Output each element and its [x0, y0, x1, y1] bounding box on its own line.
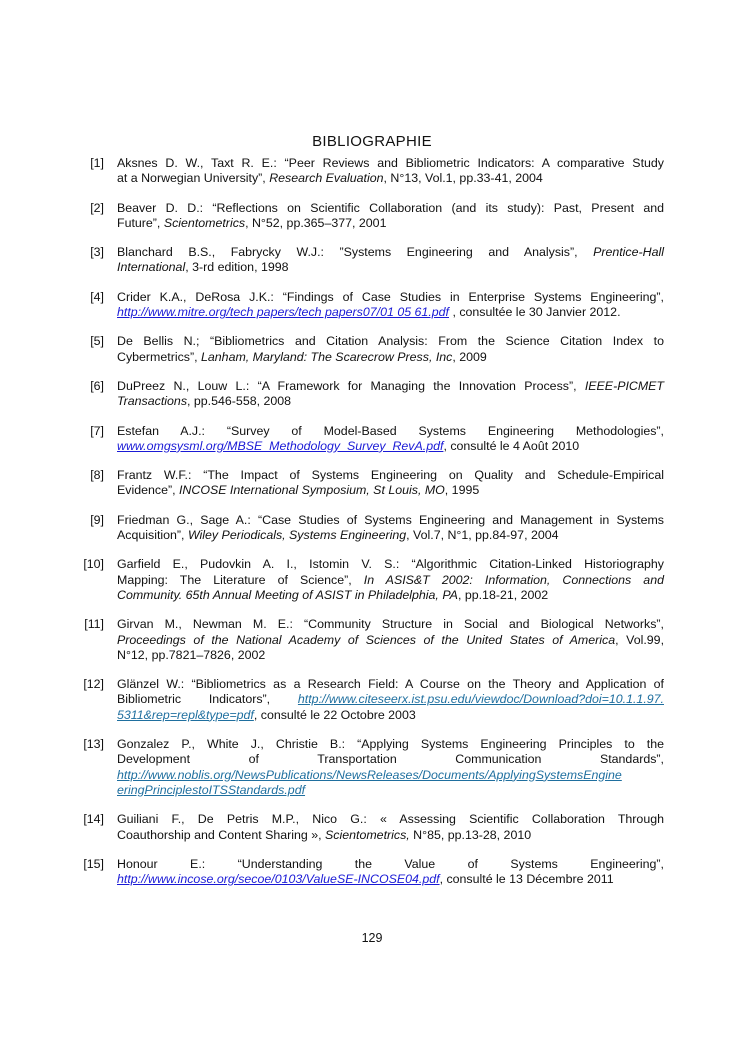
page-title: BIBLIOGRAPHIE: [312, 133, 432, 150]
reference-text: [117, 156, 664, 187]
reference-line: [117, 708, 664, 723]
reference-plain-text: , 2009: [452, 349, 487, 364]
reference-plain-text: Acquisition”,: [117, 528, 188, 543]
reference-italic-text: Lanham, Maryland: The Scarecrow Press, Inc: [201, 349, 453, 364]
reference-plain-text: Glänzel W.: “Bibliometrics as a Research Field: A Course on the Theory and Application of: [117, 677, 664, 692]
reference-link[interactable]: http://www.noblis.org/NewsPublications/NewsReleases/Documents/ApplyingSystemsEngine: [117, 767, 622, 782]
reference-plain-text: Honour E.: “Understanding the Value of Systems Engineering”,: [117, 856, 664, 871]
reference-line: [117, 633, 664, 648]
reference-text: [117, 468, 664, 499]
reference-text: [117, 290, 664, 321]
reference-line: [117, 156, 664, 171]
reference-number: [9]: [90, 512, 104, 527]
reference-italic-text: In ASIS&T 2002: Information, Connections and: [363, 572, 664, 587]
reference-plain-text: Future”,: [117, 215, 164, 230]
reference-line: [117, 857, 664, 872]
reference-italic-text: Prentice-Hall: [593, 245, 664, 260]
reference-plain-text: , consulté le 13 Décembre 2011: [439, 872, 614, 887]
reference-plain-text: Girvan M., Newman M. E.: “Community Structure in Social and Biological Networks”,: [117, 617, 664, 632]
reference-line: [117, 201, 664, 216]
reference-link[interactable]: http://www.citeseerx.ist.psu.edu/viewdoc/Download?doi=10.1.1.97.: [297, 692, 664, 707]
reference-line: [117, 828, 664, 843]
reference-line: [117, 305, 664, 320]
reference-plain-text: Estefan A.J.: “Survey of Model-Based Systems Engineering Methodologies”,: [117, 423, 664, 438]
reference-plain-text: , pp.546-558, 2008: [187, 394, 292, 409]
reference-plain-text: N°85, pp.13-28, 2010: [409, 827, 532, 842]
reference-plain-text: , consulté le 4 Août 2010: [443, 438, 580, 453]
reference-line: [117, 557, 664, 572]
reference-list: [80, 156, 664, 901]
reference-plain-text: Cybermetrics”,: [117, 349, 201, 364]
reference-line: [117, 468, 664, 483]
reference-line: [117, 692, 664, 707]
reference-text: [117, 737, 664, 798]
reference-italic-text: Scientometrics: [163, 215, 246, 230]
reference-item: [80, 424, 664, 455]
reference-text: [117, 677, 664, 723]
reference-plain-text: Garfield E., Pudovkin A. I., Istomin V. S.: “Algorithmic Citation-Linked Historiography: [117, 557, 664, 572]
reference-item: [80, 334, 664, 365]
reference-plain-text: Bibliometric Indicators”,: [117, 692, 298, 707]
reference-line: [117, 872, 664, 887]
reference-italic-text: Community. 65th Annual Meeting of ASIST in Philadelphia, PA: [117, 587, 458, 602]
reference-line: [117, 617, 664, 632]
reference-text: [117, 424, 664, 455]
page-number: 129: [361, 931, 383, 945]
reference-italic-text: INCOSE International Symposium, St Louis, MO: [178, 483, 445, 498]
reference-plain-text: , pp.18-21, 2002: [457, 587, 549, 602]
reference-plain-text: Crider K.A., DeRosa J.K.: “Findings of Case Studies in Enterprise Systems Engineering”,: [117, 289, 664, 304]
reference-line: [117, 573, 664, 588]
reference-plain-text: , 1995: [444, 483, 480, 498]
reference-number: [7]: [90, 423, 104, 438]
reference-line: [117, 648, 664, 663]
reference-number: [12]: [83, 677, 104, 692]
reference-item: [80, 513, 664, 544]
reference-line: [117, 483, 664, 498]
reference-line: [117, 588, 664, 603]
reference-number: [14]: [83, 812, 104, 827]
reference-plain-text: Aksnes D. W., Taxt R. E.: “Peer Reviews and Bibliometric Indicators: A comparative Study: [117, 156, 664, 170]
reference-text: [117, 617, 664, 663]
reference-item: [80, 677, 664, 723]
reference-italic-text: International: [117, 260, 186, 275]
reference-item: [80, 812, 664, 843]
reference-plain-text: Coauthorship and Content Sharing »,: [117, 827, 326, 842]
reference-text: [117, 201, 664, 232]
reference-line: [117, 439, 664, 454]
reference-plain-text: , N°52, pp.365–377, 2001: [245, 215, 387, 230]
reference-link[interactable]: http://www.mitre.org/tech papers/tech papers07/01 05 61.pdf: [117, 305, 449, 320]
reference-item: [80, 201, 664, 232]
reference-plain-text: Beaver D. D.: “Reflections on Scientific Collaboration (and its study): Past, Present and: [117, 200, 664, 215]
reference-plain-text: at a Norwegian University”,: [117, 171, 270, 186]
reference-item: [80, 737, 664, 798]
reference-plain-text: DuPreez N., Louw L.: “A Framework for Managing the Innovation Process”,: [117, 378, 585, 393]
reference-number: [10]: [83, 557, 104, 572]
reference-number: [2]: [90, 200, 104, 215]
reference-number: [1]: [90, 156, 104, 170]
reference-item: [80, 156, 664, 187]
reference-line: [117, 812, 664, 827]
reference-number: [13]: [83, 737, 104, 752]
reference-plain-text: Mapping: The Literature of Science”,: [117, 572, 364, 587]
reference-line: [117, 752, 664, 767]
reference-plain-text: Gonzalez P., White J., Christie B.: “Applying Systems Engineering Principles to the: [117, 737, 664, 752]
reference-plain-text: Development of Transportation Communication Standards”,: [117, 752, 664, 767]
reference-item: [80, 379, 664, 410]
reference-item: [80, 617, 664, 663]
reference-plain-text: N°12, pp.7821–7826, 2002: [117, 647, 266, 662]
reference-text: [117, 513, 664, 544]
reference-plain-text: De Bellis N.; “Bibliometrics and Citation Analysis: From the Science Citation Index to: [117, 334, 664, 349]
reference-number: [4]: [90, 289, 104, 304]
reference-plain-text: Frantz W.F.: “The Impact of Systems Engineering on Quality and Schedule-Empirical: [117, 468, 664, 483]
reference-plain-text: Friedman G., Sage A.: “Case Studies of Systems Engineering and Management in Systems: [117, 512, 664, 527]
reference-plain-text: , consulté le 22 Octobre 2003: [253, 707, 416, 722]
reference-number: [3]: [90, 245, 104, 260]
reference-number: [6]: [90, 378, 104, 393]
reference-link[interactable]: www.omgsysml.org/MBSE_Methodology_Survey_RevA.pdf: [117, 438, 444, 453]
reference-text: [117, 334, 664, 365]
reference-item: [80, 557, 664, 603]
reference-line: [117, 768, 664, 783]
reference-italic-text: IEEE-PICMET: [584, 378, 664, 393]
reference-italic-text: Transactions: [117, 394, 188, 409]
reference-text: [117, 557, 664, 603]
reference-italic-text: Wiley Periodicals, Systems Engineering: [187, 528, 407, 543]
reference-number: [15]: [83, 856, 104, 871]
reference-plain-text: , Vol.7, N°1, pp.84-97, 2004: [406, 528, 559, 543]
reference-line: [117, 260, 664, 275]
reference-number: [5]: [90, 334, 104, 349]
reference-plain-text: Guiliani F., De Petris M.P., Nico G.: « Assessing Scientific Collaboration Through: [117, 812, 664, 827]
reference-line: [117, 171, 664, 186]
reference-plain-text: , Vol.99,: [615, 632, 665, 647]
reference-italic-text: Proceedings of the National Academy of Sciences of the United States of America: [117, 632, 616, 647]
reference-plain-text: Blanchard B.S., Fabrycky W.J.: ”Systems Engineering and Analysis”,: [117, 245, 594, 260]
reference-line: [117, 379, 664, 394]
reference-line: [117, 528, 664, 543]
reference-item: [80, 857, 664, 888]
reference-plain-text: , N°13, Vol.1, pp.33-41, 2004: [383, 171, 543, 186]
reference-text: [117, 245, 664, 276]
reference-number: [8]: [90, 468, 104, 483]
reference-text: [117, 379, 664, 410]
reference-italic-text: Scientometrics,: [325, 827, 410, 842]
reference-link[interactable]: 5311&rep=repl&type=pdf: [117, 707, 254, 722]
reference-text: [117, 812, 664, 843]
reference-line: [117, 290, 664, 305]
reference-text: [117, 857, 664, 888]
reference-line: [117, 737, 664, 752]
reference-line: [117, 350, 664, 365]
reference-line: [117, 424, 664, 439]
reference-line: [117, 783, 664, 798]
reference-link[interactable]: http://www.incose.org/secoe/0103/ValueSE-INCOSE04.pdf: [117, 872, 440, 887]
reference-line: [117, 245, 664, 260]
reference-item: [80, 468, 664, 499]
reference-line: [117, 394, 664, 409]
reference-line: [117, 216, 664, 231]
reference-plain-text: , 3-rd edition, 1998: [185, 260, 289, 275]
reference-plain-text: , consultée le 30 Janvier 2012.: [449, 305, 621, 320]
reference-item: [80, 290, 664, 321]
reference-item: [80, 245, 664, 276]
reference-line: [117, 677, 664, 692]
reference-link[interactable]: eringPrinciplestoITSStandards.pdf: [117, 782, 306, 797]
reference-plain-text: Evidence”,: [117, 483, 179, 498]
reference-line: [117, 513, 664, 528]
reference-number: [11]: [84, 617, 104, 632]
reference-italic-text: Research Evaluation: [269, 171, 384, 186]
reference-line: [117, 334, 664, 349]
